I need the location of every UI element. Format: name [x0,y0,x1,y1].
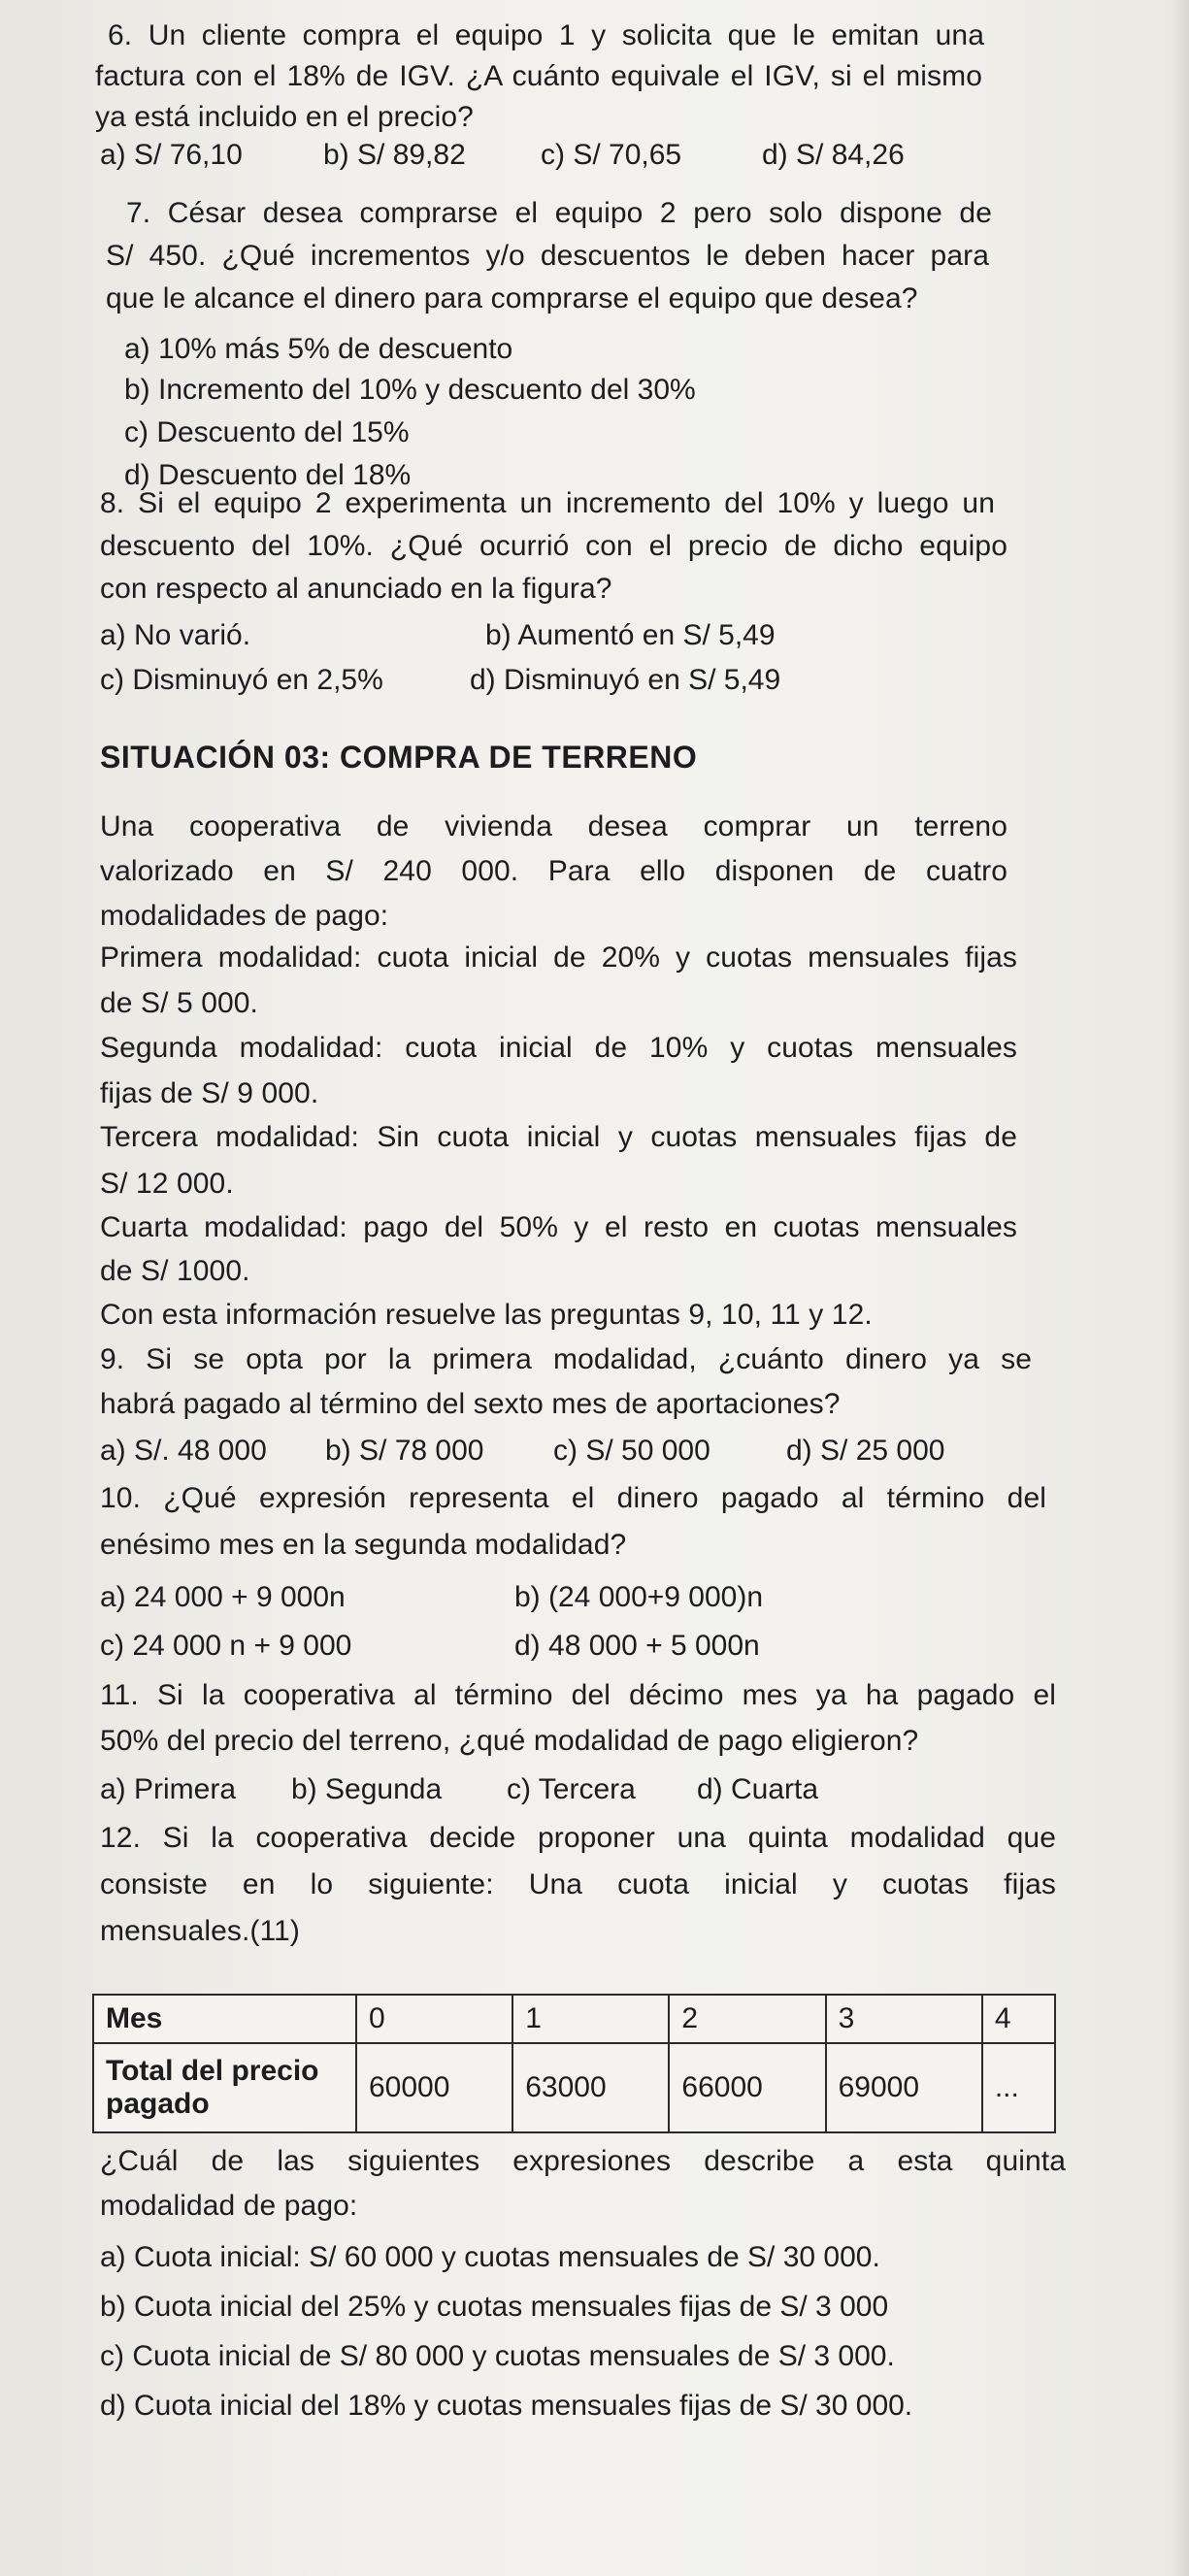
modalidad-line-5: Tercera modalidad: Sin cuota inicial y cuotas mensuales fijas de [100,1121,1017,1153]
q6-option-c: c) S/ 70,65 [541,139,682,171]
q8-line-1: 8. Si el equipo 2 experimenta un incremento del 10% y luego un [100,487,995,519]
table-cell: 63000 [512,2043,669,2132]
q8-option-b: b) Aumentó en S/ 5,49 [485,619,776,651]
payment-table [92,1994,1056,2133]
q10-line-2: enésimo mes en la segunda modalidad? [100,1529,627,1561]
q6-option-b: b) S/ 89,82 [323,139,466,171]
q11-line-1: 11. Si la cooperativa al término del décimo mes ya ha pagado el [100,1679,1056,1711]
table-cell: 60000 [356,2043,512,2132]
q8-option-a: a) No varió. [100,619,251,651]
section-heading: SITUACIÓN 03: COMPRA DE TERRENO [100,740,698,775]
q9-option-a: a) S/. 48 000 [100,1435,267,1467]
q8-option-c: c) Disminuyó en 2,5% [100,664,383,696]
q12-option-b: b) Cuota inicial del 25% y cuotas mensuales fijas de S/ 3 000 [100,2291,889,2323]
table-header-cell: 3 [826,1995,982,2043]
q8-option-d: d) Disminuyó en S/ 5,49 [470,664,781,696]
q12-option-a: a) Cuota inicial: S/ 60 000 y cuotas mensuales de S/ 30 000. [100,2241,880,2273]
q9-line-1: 9. Si se opta por la primera modalidad, ¿cuánto dinero ya se [100,1343,1032,1375]
table-header-cell: 1 [512,1995,669,2043]
table-row [93,1995,1055,2043]
q9-option-d: d) S/ 25 000 [786,1435,945,1467]
q10-option-c: c) 24 000 n + 9 000 [100,1630,352,1662]
intro-line-1: Una cooperativa de vivienda desea comprar un terreno [100,810,1007,842]
q6-option-d: d) S/ 84,26 [762,139,905,171]
q12-line-3: mensuales.(11) [100,1915,300,1947]
q8-line-3: con respecto al anunciado en la figura? [100,573,612,605]
paper-edge-shadow [1172,0,1189,2576]
table-cell: ... [982,2043,1055,2132]
table-cell: 66000 [669,2043,825,2132]
modalidad-line-7: Cuarta modalidad: pago del 50% y el resto en cuotas mensuales [100,1211,1017,1243]
row-label-line-1: Total del precio [106,2055,319,2087]
q6-option-a: a) S/ 76,10 [100,139,243,171]
q11-option-c: c) Tercera [507,1773,636,1805]
q11-option-a: a) Primera [100,1773,237,1805]
table-header-mes: Mes [93,1995,356,2043]
modalidad-line-6: S/ 12 000. [100,1168,234,1200]
modalidad-line-3: Segunda modalidad: cuota inicial de 10% y cuotas mensuales [100,1032,1017,1064]
q11-line-2: 50% del precio del terreno, ¿qué modalidad de pago eligieron? [100,1725,919,1757]
q9-option-c: c) S/ 50 000 [553,1435,710,1467]
table-cell: 69000 [826,2043,982,2132]
modalidad-line-1: Primera modalidad: cuota inicial de 20% y cuotas mensuales fijas [100,941,1017,974]
q12-line-2: consiste en lo siguiente: Una cuota inicial y cuotas fijas [100,1868,1056,1900]
q9-option-b: b) S/ 78 000 [325,1435,484,1467]
q7-option-d: d) Descuento del 18% [124,459,412,491]
q7-line-2: S/ 450. ¿Qué incrementos y/o descuentos le deben hacer para [106,240,989,272]
table-row-label [93,2043,356,2132]
intro-line-2: valorizado en S/ 240 000. Para ello disponen de cuatro [100,855,1007,887]
table-header-cell: 0 [356,1995,512,2043]
row-label-line-2: pagado [106,2088,210,2120]
q9-line-2: habrá pagado al término del sexto mes de aportaciones? [100,1388,841,1420]
q6-line-1: 6. Un cliente compra el equipo 1 y solicita que le emitan una [108,19,984,51]
table-row [93,2043,1055,2132]
q11-option-d: d) Cuarta [697,1773,819,1805]
modalidad-line-2: de S/ 5 000. [100,987,258,1019]
q10-option-b: b) (24 000+9 000)n [514,1581,764,1613]
q12-option-d: d) Cuota inicial del 18% y cuotas mensuales fijas de S/ 30 000. [100,2390,913,2422]
q11-option-b: b) Segunda [291,1773,443,1805]
modalidad-line-4: fijas de S/ 9 000. [100,1077,319,1109]
q12-line-1: 12. Si la cooperativa decide proponer una quinta modalidad que [100,1822,1056,1854]
q8-line-2: descuento del 10%. ¿Qué ocurrió con el precio de dicho equipo [100,530,1007,562]
modalidad-line-9: Con esta información resuelve las preguntas 9, 10, 11 y 12. [100,1299,873,1331]
q10-line-1: 10. ¿Qué expresión representa el dinero pagado al término del [100,1482,1046,1514]
q10-option-a: a) 24 000 + 9 000n [100,1581,346,1613]
table-header-cell: 4 [982,1995,1055,2043]
table-header-cell: 2 [669,1995,825,2043]
q6-line-2: factura con el 18% de IGV. ¿A cuánto equivale el IGV, si el mismo [95,60,982,92]
q7-option-b: b) Incremento del 10% y descuento del 30% [124,374,696,406]
modalidad-line-8: de S/ 1000. [100,1255,250,1287]
q7-option-c: c) Descuento del 15% [124,416,410,448]
q7-option-a: a) 10% más 5% de descuento [124,333,513,365]
q12-question-line-1: ¿Cuál de las siguientes expresiones describe a esta quinta [100,2145,1066,2177]
q12-question-line-2: modalidad de pago: [100,2190,358,2222]
q7-line-1: 7. César desea comprarse el equipo 2 pero solo dispone de [126,197,992,229]
intro-line-3: modalidades de pago: [100,900,389,932]
q7-line-3: que le alcance el dinero para comprarse el equipo que desea? [106,282,918,314]
q10-option-d: d) 48 000 + 5 000n [514,1630,760,1662]
q12-option-c: c) Cuota inicial de S/ 80 000 y cuotas mensuales de S/ 3 000. [100,2340,895,2372]
q6-line-3: ya está incluido en el precio? [95,101,474,133]
